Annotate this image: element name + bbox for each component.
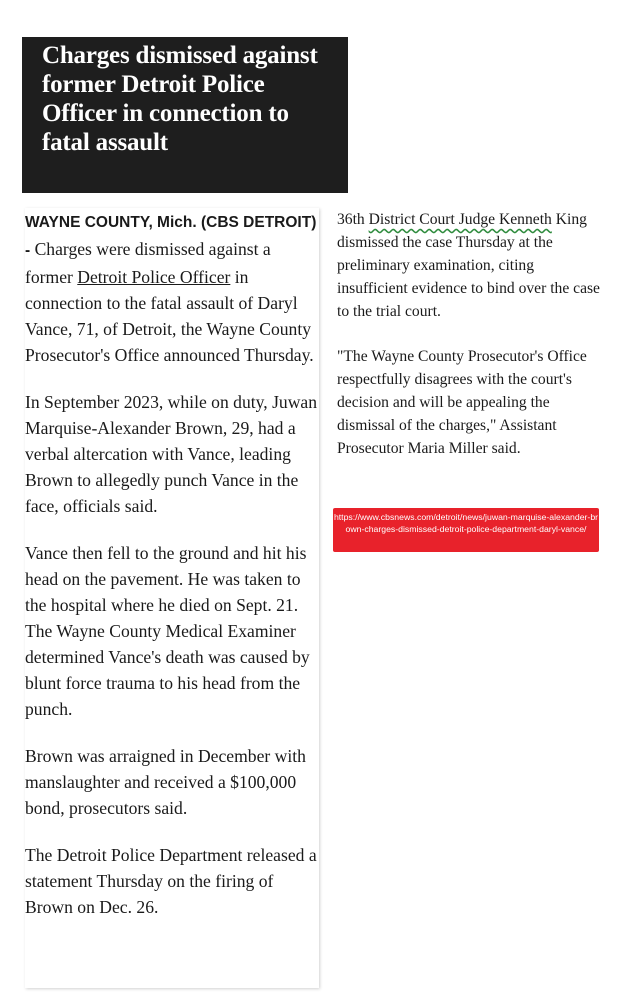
paragraph-prosecutor-quote: "The Wayne County Prosecutor's Office respectfully disagrees with the court's decision and will be appealing the dismissal of the charges," Assistant Prosecutor Maria Miller said. [337,348,587,457]
paragraph-1 [25,208,319,368]
judge-text-a: 36th [337,211,369,228]
paragraph-2: In September 2023, while on duty, Juwan Marquise-Alexander Brown, 29, had a verbal altercation with Vance, leading Brown to allegedly punch Vance in the face, officials said. [25,392,318,516]
article-left-column [25,208,319,988]
paragraph-judge [337,208,605,323]
spellcheck-marked-text: District Court Judge Kenneth [368,211,552,228]
paragraph-5: Brown was arraigned in December with manslaughter and received a $100,000 bond, prosecutors said. [25,746,306,818]
paragraph-1-text-b: in connection to the fatal assault of Daryl Vance, 71, of Detroit, the Wayne County Prosecutor's Office announced Thursday. [25,267,314,365]
paragraph-4: The Wayne County Medical Examiner determined Vance's death was caused by blunt force trauma to his head from the punch. [25,621,310,719]
paragraph-1-text-a: Charges were dismissed against a former [25,239,271,287]
judge-text-b: King dismissed the case Thursday at the preliminary examination, citing insufficient evidence to bind over the case to the trial court. [337,211,600,320]
dateline: WAYNE COUNTY, Mich. (CBS DETROIT) - [25,214,317,259]
paragraph-3: Vance then fell to the ground and hit his head on the pavement. He was taken to the hospital where he died on Sept. 21. [25,543,307,615]
headline: Charges dismissed against former Detroit Police Officer in connection to fatal assault [22,37,348,193]
paragraph-6: The Detroit Police Department released a statement Thursday on the firing of Brown on Dec. 26. [25,845,317,917]
article-right-column [333,208,605,482]
source-url-box[interactable]: https://www.cbsnews.com/detroit/news/juwan-marquise-alexander-brown-charges-dismissed-detroit-police-department-daryl-vance/ [333,508,599,552]
detroit-police-officer-link[interactable]: Detroit Police Officer [77,267,231,287]
